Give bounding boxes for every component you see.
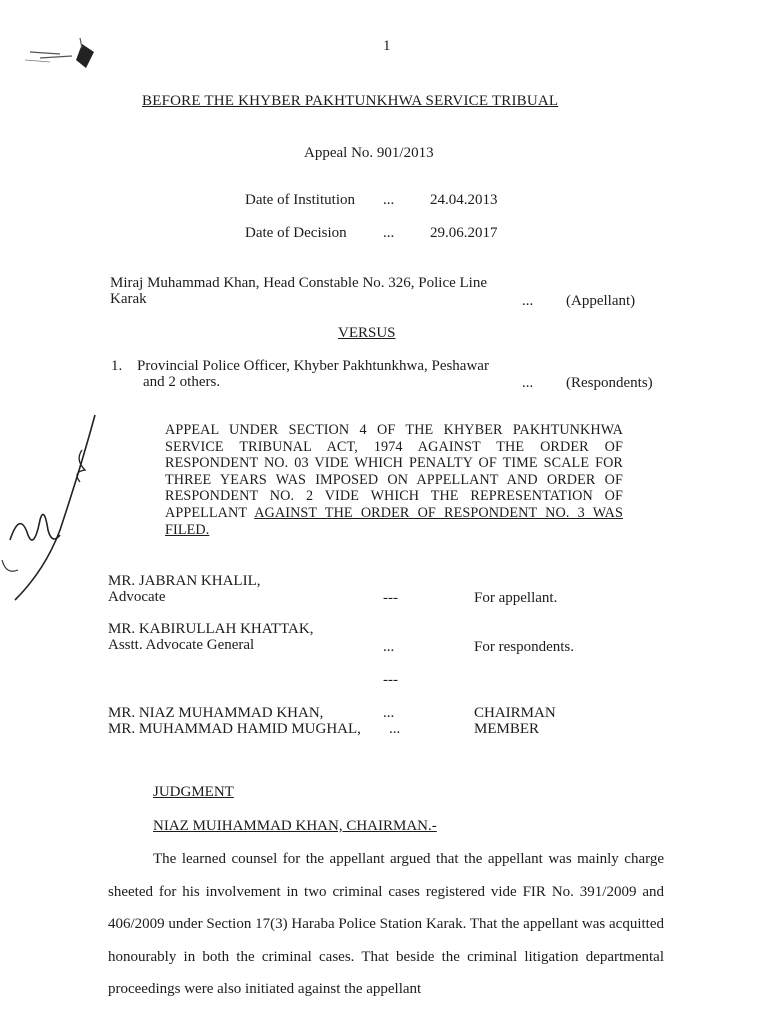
- bench-member-role: MEMBER: [474, 721, 540, 737]
- judgment-paragraph: The learned counsel for the appellant argued that the appellant was mainly charge sheeted for his involvement in two criminal cases registered vide FIR No. 391/2009 and 406/2009 under Section 17(3) Haraba Police Station Karak. That the appellant was acquitted honourably in both the criminal cases. That beside the criminal litigation departmental proceedings were also initiated against the appellant: [108, 851, 664, 997]
- counsel-respondent-name: MR. KABIRULLAH KHATTAK,: [108, 621, 314, 637]
- bench-chairman-role: CHAIRMAN: [474, 705, 556, 721]
- bench-member-sep: ...: [389, 721, 401, 737]
- decision-date-label: Date of Decision: [245, 225, 347, 241]
- judgment-body: [108, 843, 664, 1006]
- handwritten-signature: [0, 410, 110, 610]
- section-divider: ---: [383, 672, 398, 688]
- appellant-sep: ...: [522, 293, 534, 309]
- counsel-respondent-for: For respondents.: [474, 639, 574, 655]
- bench-chairman-sep: ...: [383, 705, 395, 721]
- decision-date-value: 29.06.2017: [430, 225, 498, 241]
- appeal-description-last-line: AGAINST THE ORDER OF RESPONDENT NO. 3 WAS FILED.: [165, 504, 623, 538]
- counsel-appellant-name: MR. JABRAN KHALIL,: [108, 573, 261, 589]
- appellant-line-1: Miraj Muhammad Khan, Head Constable No. 326, Police Line: [110, 275, 488, 291]
- counsel-respondent-sep: ...: [383, 639, 395, 655]
- appellant-line-2: Karak: [110, 291, 147, 307]
- institution-date-label: Date of Institution: [245, 192, 355, 208]
- counsel-appellant-sep: ---: [383, 590, 398, 606]
- court-title: BEFORE THE KHYBER PAKHTUNKHWA SERVICE TRIBUAL: [142, 93, 559, 109]
- appeal-description-text: APPEAL UNDER SECTION 4 OF THE KHYBER PAKHTUNKHWA SERVICE TRIBUNAL ACT, 1974 AGAINST THE ORDER OF RESPONDENT NO. 03 VIDE WHICH PENALTY OF TIME SCALE FOR THREE YEARS WAS IMPOSED ON APPELLANT AND ORDER OF RESPONDENT NO. 2 VIDE WHICH THE REPRESENTATION OF APPELLANT: [165, 422, 623, 521]
- counsel-respondent-title: Asstt. Advocate General: [108, 637, 255, 653]
- appeal-description: [165, 422, 623, 538]
- institution-date-value: 24.04.2013: [430, 192, 498, 208]
- versus-heading: VERSUS: [338, 325, 396, 341]
- judge-heading: NIAZ MUIHAMMAD KHAN, CHAIRMAN.-: [153, 818, 437, 834]
- counsel-appellant-for: For appellant.: [474, 590, 558, 606]
- judgment-heading: JUDGMENT: [153, 784, 234, 800]
- respondent-number: 1.: [111, 358, 123, 374]
- bench-member-name: MR. MUHAMMAD HAMID MUGHAL,: [108, 721, 361, 737]
- institution-date-sep: ...: [383, 192, 395, 208]
- respondent-role: (Respondents): [566, 375, 653, 391]
- respondent-line-2: and 2 others.: [143, 374, 221, 390]
- appeal-number: Appeal No. 901/2013: [304, 145, 434, 161]
- bench-chairman-name: MR. NIAZ MUHAMMAD KHAN,: [108, 705, 324, 721]
- page-number: 1: [383, 38, 391, 54]
- stamp-mark: [20, 30, 120, 80]
- appellant-role: (Appellant): [566, 293, 636, 309]
- decision-date-sep: ...: [383, 225, 395, 241]
- respondent-line-1: Provincial Police Officer, Khyber Pakhtunkhwa, Peshawar: [137, 358, 489, 374]
- respondent-sep: ...: [522, 375, 534, 391]
- counsel-appellant-title: Advocate: [108, 589, 166, 605]
